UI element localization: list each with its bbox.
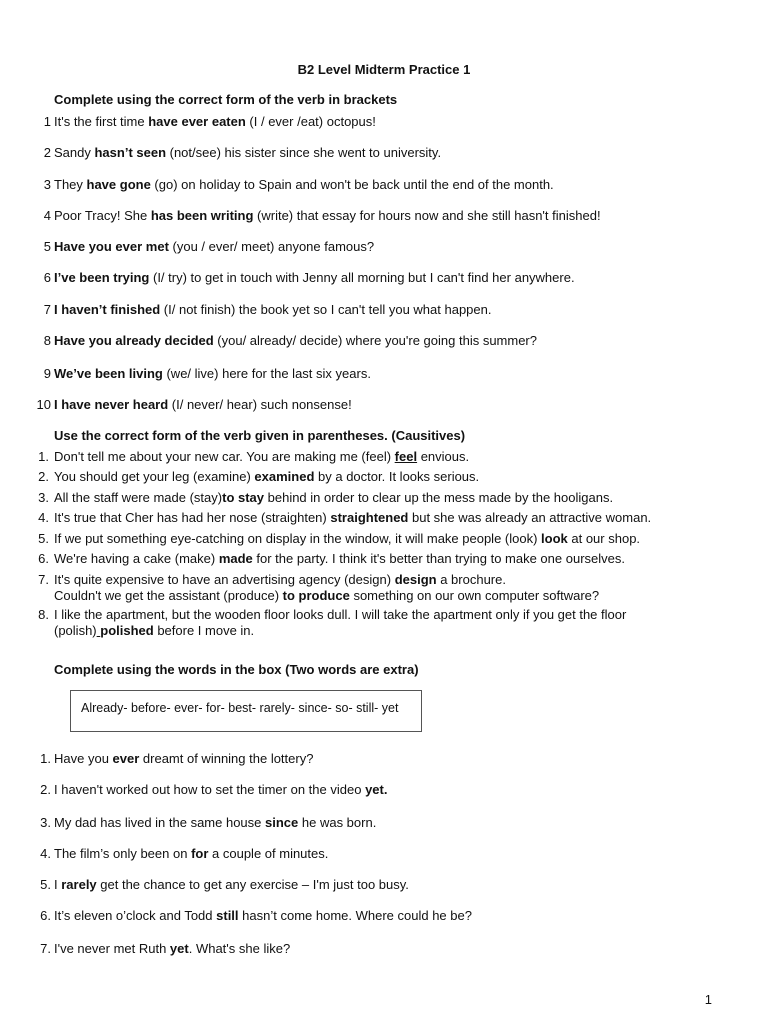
answer-text: I haven’t finished <box>54 302 161 317</box>
item-number: 9 <box>43 366 51 381</box>
sentence-text: We're having a cake (make) <box>54 551 219 566</box>
sentence-text: at our shop. <box>567 531 641 546</box>
word-box <box>70 690 422 732</box>
section2-heading: Use the correct form of the verb given in parentheses. (Causitives) <box>54 428 466 443</box>
sentence-text: It's the first time <box>54 114 149 129</box>
sentence-text: Couldn't we get the assistant (produce) <box>54 588 283 604</box>
answer-text: to stay <box>222 490 265 505</box>
sentence-text: for the party. I think it's better than trying to make one ourselves. <box>252 551 625 566</box>
sentence-line <box>54 531 744 547</box>
item-sentence <box>54 572 744 605</box>
item-sentence <box>54 208 601 224</box>
answer-text: I have never heard <box>54 397 169 412</box>
sentence-text: I've never met Ruth <box>54 941 170 956</box>
sentence-text: get the chance to get any exercise – I'm just too busy. <box>96 877 409 892</box>
item-number: 7. <box>40 941 51 956</box>
item-sentence <box>54 531 744 547</box>
sentence-line <box>54 510 744 526</box>
answer-text: examined <box>254 469 315 484</box>
answer-text: ever <box>112 751 140 766</box>
item-number: 8. <box>38 607 49 622</box>
sentence-line <box>54 551 744 567</box>
sentence-text: Poor Tracy! She <box>54 208 151 223</box>
item-number: 3. <box>38 490 49 505</box>
item-sentence <box>54 782 387 798</box>
sentence-text: The film’s only been on <box>54 846 192 861</box>
page-number: 1 <box>704 992 712 1007</box>
item-sentence <box>54 366 371 382</box>
sentence-line <box>54 588 744 604</box>
answer-text: feel <box>394 449 418 464</box>
answer-text: yet. <box>365 782 388 797</box>
answer-text: since <box>265 815 299 830</box>
sentence-line <box>54 572 744 588</box>
sentence-text: My dad has lived in the same house <box>54 815 266 830</box>
answer-text: Have you already decided <box>54 333 214 348</box>
item-number: 5 <box>43 239 51 254</box>
item-sentence <box>54 490 744 506</box>
item-number: 2. <box>40 782 51 797</box>
sentence-text: Don't tell me about your new car. You are making me (feel) <box>54 449 395 464</box>
sentence-text: (I / ever /eat) octopus! <box>245 114 376 129</box>
sentence-text: (you / ever/ meet) anyone famous? <box>168 239 375 254</box>
item-sentence <box>54 302 491 318</box>
sentence-line <box>54 490 744 506</box>
sentence-text: (not/see) his sister since she went to university. <box>166 145 442 160</box>
sentence-text: something on our own computer software? <box>349 588 600 604</box>
item-sentence <box>54 114 376 130</box>
item-number: 6. <box>38 551 49 566</box>
answer-text: made <box>218 551 253 566</box>
page-title: B2 Level Midterm Practice 1 <box>297 62 471 77</box>
sentence-text: hasn’t come home. Where could he be? <box>238 908 472 923</box>
sentence-text: They <box>54 177 87 192</box>
sentence-text: All the staff were made (stay) <box>54 490 223 505</box>
item-number: 2 <box>43 145 51 160</box>
item-number: 5. <box>40 877 51 892</box>
item-number: 3 <box>43 177 51 192</box>
sentence-text: (write) that essay for hours now and she still hasn't finished! <box>253 208 601 223</box>
sentence-text: It's true that Cher has had her nose (straighten) <box>54 510 331 525</box>
sentence-line <box>54 469 744 485</box>
item-number: 2. <box>38 469 49 484</box>
answer-text: hasn’t seen <box>94 145 167 160</box>
item-number: 1. <box>38 449 49 464</box>
item-sentence <box>54 449 744 465</box>
sentence-text: but she was already an attractive woman. <box>408 510 652 525</box>
answer-text: Have you ever met <box>54 239 169 254</box>
item-number: 6. <box>40 908 51 923</box>
answer-text: rarely <box>61 877 97 892</box>
item-number: 7 <box>43 302 51 317</box>
answer-text: still <box>216 908 239 923</box>
sentence-text: before I move in. <box>153 623 255 639</box>
item-number: 8 <box>43 333 51 348</box>
answer-text: straightened <box>330 510 409 525</box>
sentence-text: (we/ live) here for the last six years. <box>162 366 371 381</box>
item-sentence <box>54 510 744 526</box>
sentence-line <box>54 449 744 465</box>
item-sentence <box>54 751 313 767</box>
answer-text: yet <box>169 941 189 956</box>
item-sentence <box>54 177 554 193</box>
answer-text: to produce <box>282 588 350 604</box>
answer-text: I’ve been trying <box>54 270 150 285</box>
item-number: 7. <box>38 572 49 587</box>
answer-text: look <box>541 531 568 546</box>
sentence-text: Have you <box>54 751 113 766</box>
item-sentence <box>54 469 744 485</box>
item-number: 4. <box>40 846 51 861</box>
item-number: 3. <box>40 815 51 830</box>
item-sentence <box>54 877 409 893</box>
sentence-line <box>54 623 744 639</box>
sentence-text: (I/ not finish) the book yet so I can't tell you what happen. <box>160 302 492 317</box>
answer-text: has been writing <box>150 208 254 223</box>
sentence-text: (go) on holiday to Spain and won't be back until the end of the month. <box>150 177 554 192</box>
sentence-text: (polish) <box>54 623 97 639</box>
sentence-text: a couple of minutes. <box>208 846 329 861</box>
sentence-line <box>54 607 744 623</box>
answer-text: design <box>394 572 437 587</box>
section1-heading: Complete using the correct form of the verb in brackets <box>54 92 398 107</box>
item-sentence <box>54 815 376 831</box>
sentence-text: behind in order to clear up the mess made by the hooligans. <box>264 490 614 505</box>
item-number: 6 <box>43 270 51 285</box>
item-sentence <box>54 270 575 286</box>
item-number: 10 <box>36 397 51 412</box>
sentence-text: by a doctor. It looks serious. <box>314 469 480 484</box>
sentence-text: It's quite expensive to have an advertising agency (design) <box>54 572 395 587</box>
item-sentence <box>54 607 744 640</box>
item-number: 4 <box>43 208 51 223</box>
sentence-text: I like the apartment, but the wooden floor looks dull. I will take the apartment only if you get the floor <box>54 607 627 622</box>
sentence-text: (you/ already/ decide) where you're going this summer? <box>213 333 537 348</box>
sentence-text: a brochure. <box>436 572 506 587</box>
sentence-text: (I/ never/ hear) such nonsense! <box>168 397 352 412</box>
item-number: 1 <box>43 114 51 129</box>
word-box-words: Already- before- ever- for- best- rarely- since- so- still- yet <box>81 701 399 715</box>
item-sentence <box>54 145 441 161</box>
item-number: 1. <box>40 751 51 766</box>
sentence-text: It’s eleven o’clock and Todd <box>54 908 217 923</box>
section3-heading: Complete using the words in the box (Two words are extra) <box>54 662 419 677</box>
item-number: 5. <box>38 531 49 546</box>
item-sentence <box>54 333 537 349</box>
answer-text: have gone <box>86 177 151 192</box>
sentence-text: dreamt of winning the lottery? <box>139 751 314 766</box>
sentence-text: You should get your leg (examine) <box>54 469 255 484</box>
sentence-text: If we put something eye-catching on display in the window, it will make people (look) <box>54 531 542 546</box>
answer-text: We’ve been living <box>54 366 163 381</box>
sentence-text: I <box>54 877 62 892</box>
sentence-text: he was born. <box>298 815 377 830</box>
item-sentence <box>54 397 352 413</box>
item-sentence <box>54 908 472 924</box>
item-number: 4. <box>38 510 49 525</box>
sentence-text: (I/ try) to get in touch with Jenny all morning but I can't find her anywhere. <box>149 270 575 285</box>
answer-text: polished <box>100 623 154 639</box>
sentence-text: envious. <box>417 449 470 464</box>
item-sentence <box>54 941 290 957</box>
item-sentence <box>54 551 744 567</box>
sentence-text: I haven't worked out how to set the timer on the video <box>54 782 366 797</box>
item-sentence <box>54 239 374 255</box>
answer-text: have ever eaten <box>148 114 246 129</box>
item-sentence <box>54 846 328 862</box>
sentence-text: Sandy <box>54 145 95 160</box>
answer-text: for <box>191 846 209 861</box>
sentence-text: . What's she like? <box>188 941 291 956</box>
